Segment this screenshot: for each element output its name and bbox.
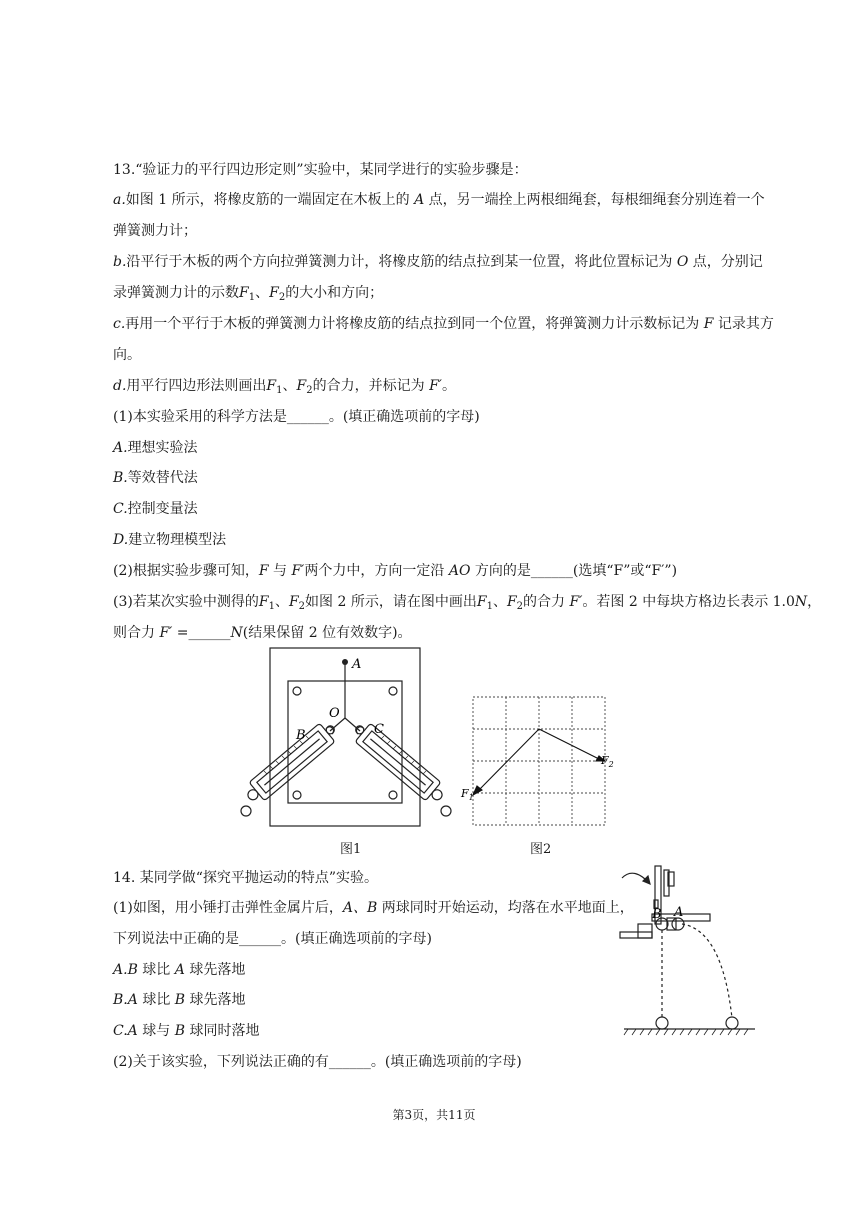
path-A [682,924,732,1018]
step-d-text2: 的合力，并标记为 [312,378,430,394]
q14-option-a [113,961,245,979]
p3-unit: N [794,594,808,610]
F2-symbol: F [296,378,307,394]
p3-f: 则合力 [113,625,160,641]
step-d-label: d. [113,378,127,394]
pin-icon [389,687,397,695]
option-text: 理想实验法 [127,440,198,456]
option-text: 建立物理模型法 [128,532,227,548]
option-text: 球先落地 [185,992,246,1008]
step-c-text1: 再用一个平行于木板的弹簧测力计将橡皮筋的结点拉到同一个位置，将弹簧测力计示数标记为 [125,316,704,332]
option-text: 球比 [137,962,175,978]
step-b-text4: 的大小和方向； [285,285,384,301]
option-letter: A. [113,962,128,978]
label-A: A [674,905,684,920]
F2-subscript: 2 [278,292,286,303]
label-B: B [652,907,662,922]
q13-option-c [113,500,198,518]
p3-g: =______ [172,625,231,641]
label-B: B [296,728,306,743]
label-O: O [329,706,340,721]
figure-3-apparatus [612,860,762,1040]
p1-AB: A、B [342,900,378,916]
F1-symbol: F [239,285,249,301]
separator: 、 [255,285,270,301]
option-var: A [127,992,138,1008]
separator: 、 [492,594,507,610]
F1-subscript: 1 [248,292,256,303]
q13-step-c-cont: 向。 [113,347,141,363]
option-text: 球与 [137,1023,175,1039]
step-b-var: O [676,254,689,270]
scale-ring-left [241,806,251,816]
arrowhead [643,876,650,884]
string-right [345,718,360,731]
step-b-text3: 录弹簧测力计的示数 [113,285,239,301]
step-b-text2: 点，分别记 [688,254,763,270]
F2-symbol: F [288,594,299,610]
option-letter: B. [113,992,128,1008]
option-text: 控制变量法 [127,501,198,517]
p2-b: 与 [268,563,292,579]
option-letter: D. [113,532,129,548]
q13-step-b-cont [113,284,383,302]
q14-intro: 14. 某同学做“探究平抛运动的特点”实验。 [113,870,379,886]
label-A: A [352,657,362,672]
q13-option-b [113,469,198,487]
F2-subscript: 2 [516,601,524,612]
option-var: A [127,1023,138,1039]
option-text: 球先落地 [184,962,246,978]
option-letter: A. [113,440,128,456]
F1-subscript: 1 [276,385,283,396]
step-a-label: a. [113,192,126,208]
option-text: 等效替代法 [127,470,198,486]
scale-ring-right [441,806,451,816]
p2-d: 方向的是______(选填“F”或“F′”) [470,563,678,579]
p3-e: ， [807,594,822,610]
label-F1: $F_1$ [461,787,474,802]
step-c-label: c. [113,316,126,332]
arrowhead-F1 [473,786,482,795]
step-a-text2: 点，另一端拴上两根细绳套，每根细绳套分别连着一个 [424,192,765,208]
p1-b: 两球同时开始运动，均落在水平地面上， [377,900,634,916]
base-plate [620,932,652,938]
p2-Fprime: F′ [291,563,305,579]
step-c-text2: 记录其方 [713,316,774,332]
option-var: B [127,962,138,978]
figure-2-grid [460,694,614,830]
step-a-text1: 如图 1 所示，将橡皮筋的一端固定在木板上的 [125,192,415,208]
q13-part3-cont [113,624,412,642]
q13-step-a [113,191,765,209]
separator: 、 [282,378,297,394]
q14-option-b [113,991,246,1009]
q14-part2: (2)关于该实验，下列说法正确的有______。(填正确选项前的字母) [113,1054,522,1070]
step-d-text3: 。 [441,378,456,394]
option-var: B [174,992,186,1008]
F1-symbol: F [476,594,487,610]
step-d-var: F′ [429,378,442,394]
q13-option-a [113,439,198,457]
label-F2: $F_2$ [601,754,614,769]
q14-option-c [113,1022,259,1040]
step-d-text1: 用平行四边形法则画出 [126,378,267,394]
p2-F: F [258,563,269,579]
p3-h: (结果保留 2 位有效数字)。 [242,625,412,641]
p2-AO: AO [448,563,471,579]
ball-B-landed [656,1017,668,1029]
q13-part2 [113,562,677,580]
q14-part1 [113,899,634,917]
F2-symbol: F [506,594,517,610]
option-var: B [174,1023,185,1039]
label-C: C [374,722,384,737]
F1-symbol: F [258,594,269,610]
step-a-var: A [414,192,425,208]
step-b-text1: 沿平行于木板的两个方向拉弹簧测力计，将橡皮筋的结点拉到某一位置，将此位置标记为 [126,254,677,270]
p3-Fprime: F′ [159,625,173,641]
figure-1-diagram [234,645,434,830]
page-footer: 第3页，共11页 [392,1108,476,1122]
q13-part3 [113,593,821,611]
q13-option-d [113,531,226,549]
q13-part1: (1)本实验采用的科学方法是______。(填正确选项前的字母) [113,409,480,425]
F1-subscript: 1 [268,601,275,612]
spring-scale-left [241,718,341,807]
F1-symbol: F [266,378,277,394]
ball-A-landed [726,1017,738,1029]
F1-subscript: 1 [486,601,493,612]
p3-b: 如图 2 所示，请在图中画出 [305,594,477,610]
separator: 、 [274,594,289,610]
step-b-label: b. [113,254,127,270]
F2-subscript: 2 [298,601,306,612]
F2-subscript: 2 [306,385,313,396]
option-letter: B. [113,470,128,486]
p3-a: (3)若某次实验中测得的 [113,594,259,610]
q13-step-a-cont: 弹簧测力计； [113,223,197,239]
p3-unit: N [230,625,243,641]
pin-icon [293,687,301,695]
figure-2-caption: 图2 [530,842,552,857]
q13-step-c [113,315,774,333]
option-var: A [174,962,185,978]
F2-symbol: F [269,285,279,301]
option-letter: C. [113,1023,128,1039]
pin-icon [293,791,301,799]
pin-icon [389,791,397,799]
p2-a: (2)根据实验步骤可知， [113,563,259,579]
option-text: 球同时落地 [185,1023,260,1039]
vector-F1 [477,729,539,792]
p3-c: 的合力 [523,594,570,610]
base-block [638,924,652,938]
q13-step-d [113,377,456,395]
figure-1-caption: 图1 [340,842,362,857]
p3-Fprime: F′ [569,594,583,610]
q13-intro: 13.“验证力的平行四边形定则”实验中，某同学进行的实验步骤是： [113,162,528,178]
spring-scale-right [349,718,449,807]
option-text: 球比 [137,992,175,1008]
q14-part1-cont: 下列说法中正确的是______。(填正确选项前的字母) [113,931,432,947]
p1-a: (1)如图，用小锤打击弹性金属片后， [113,900,343,916]
step-c-var: F [703,316,714,332]
vector-F2 [539,729,601,760]
q13-step-b [113,253,763,271]
option-letter: C. [113,501,128,517]
p3-d: 。若图 2 中每块方格边长表示 1.0 [582,594,795,610]
p2-c: 两个力中，方向一定沿 [304,563,449,579]
point-A-dot [342,659,348,665]
